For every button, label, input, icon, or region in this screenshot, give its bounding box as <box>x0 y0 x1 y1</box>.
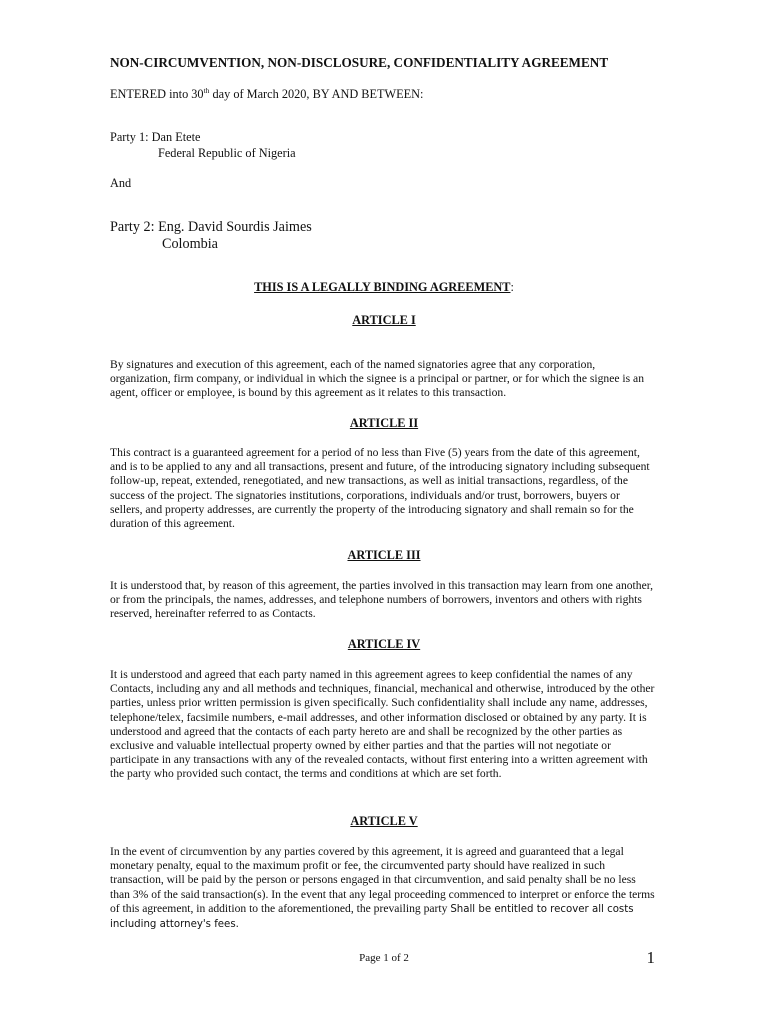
binding-heading-text: THIS IS A LEGALLY BINDING AGREEMENT <box>254 280 511 294</box>
article-3-heading-text: ARTICLE III <box>347 548 421 562</box>
party2-country: Colombia <box>162 236 218 252</box>
page-number: 1 <box>646 948 655 967</box>
article-4-heading-text: ARTICLE IV <box>347 637 421 651</box>
article-5-paragraph <box>110 845 655 932</box>
article-5-heading <box>0 814 768 829</box>
binding-heading-colon: : <box>510 280 514 294</box>
article-4-text <box>110 668 655 782</box>
article-5-tail: Shall be entitled to recover all costs including attorney's fees. <box>110 903 634 931</box>
page-footer-label: Page 1 of 2 <box>359 952 409 964</box>
article-1-heading-text: ARTICLE I <box>352 313 416 327</box>
article-1-paragraph: By signatures and execution of this agreement, each of the named signatories agree that any corporation, organization, firm company, or individual in which the signee is a principal or partner, or for which the signee is an agent, officer or employee, is bound by this agreement as it relates to this transaction. <box>110 358 644 400</box>
entered-superscript: th <box>203 85 210 95</box>
party1-country: Federal Republic of Nigeria <box>158 146 296 160</box>
article-1-heading <box>0 313 768 328</box>
document-title: NON-CIRCUMVENTION, NON-DISCLOSURE, CONFIDENTIALITY AGREEMENT <box>110 55 609 70</box>
article-2-text <box>110 446 655 531</box>
article-3-text <box>110 579 655 622</box>
article-2-heading-text: ARTICLE II <box>349 416 419 430</box>
entered-prefix: ENTERED into 30 <box>110 87 204 101</box>
article-2-heading <box>0 416 768 431</box>
binding-heading <box>0 280 768 295</box>
article-5-body: In the event of circumvention by any parties covered by this agreement, it is agreed and guaranteed that a legal monetary penalty, equal to the maximum profit or fee, the circumvented party should have realized in such transaction, will be paid by the person or persons engaged in that circumvention, and said penalty shall be no less than 3% of the said transaction(s). In the event that any legal proceeding commenced to interpret or enforce the terms of this agreement, in addition to the aforementioned, the prevailing party <box>110 845 655 915</box>
article-2-paragraph: This contract is a guaranteed agreement for a period of no less than Five (5) years from the date of this agreement, and is to be applied to any and all transactions, present and future, of the introducing signatory including subsequent follow-up, repeat, extended, renegotiated, and new transactions, as well as initial transactions, regardless, of the success of the project. The signatories institutions, corporations, individuals and/or trust, borrowers, buyers or sellers, and property addresses, are currently the property of the introducing signatory and shall remain so for the duration of this agreement. <box>110 446 650 531</box>
and-text: And <box>110 176 132 190</box>
entered-suffix: day of March 2020, BY AND BETWEEN: <box>209 87 424 101</box>
entered-line <box>110 87 423 102</box>
party2-name: Party 2: Eng. David Sourdis Jaimes <box>110 219 312 235</box>
article-4-heading <box>0 637 768 652</box>
party1-name: Party 1: Dan Etete <box>110 130 201 144</box>
article-3-paragraph: It is understood that, by reason of this agreement, the parties involved in this transaction may learn from one another, or from the principals, the names, addresses, and telephone numbers of borrowers, inventors and others with rights reserved, hereinafter referred to as Contacts. <box>110 579 654 621</box>
article-3-heading <box>0 548 768 563</box>
article-4-paragraph: It is understood and agreed that each party named in this agreement agrees to keep confidential the names of any Contacts, including any and all methods and techniques, financial, mechanical and otherwise, introduced by the other parties, unless prior written permission is given specifically. Such confidentiality shall include any name, addresses, telephone/telex, facsimile numbers, e-mail addresses, and other information disclosed or obtained by any party. It is understood and agreed that the contacts of each party hereto are and shall be recognized by the other parties as exclusive and valuable intellectual property owned by either parties and that the parties will not negotiate or participate in any transactions with any of the revealed contacts, without first entering into a written agreement with the party who provided such contact, the terms and conditions at which are set forth. <box>110 668 655 781</box>
article-5-text <box>110 845 655 932</box>
article-5-heading-text: ARTICLE V <box>350 814 418 828</box>
article-1-text <box>110 358 655 401</box>
